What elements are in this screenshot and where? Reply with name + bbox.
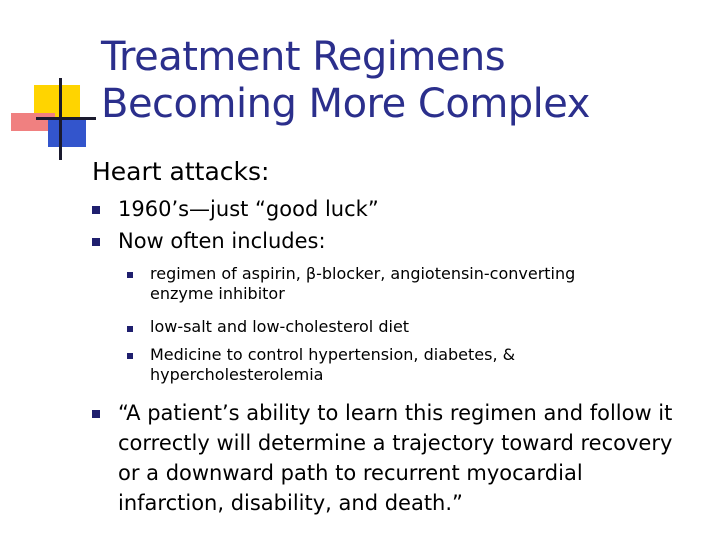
list-item-1960s: 1960’s—just “good luck” (118, 197, 379, 221)
sub-item-regimen (150, 264, 575, 304)
section-heading: Heart attacks: (92, 157, 270, 186)
sub-item-medicine-line-2: hypercholesterolemia (150, 365, 324, 384)
quote-line-1: “A patient’s ability to learn this regimen and follow it (118, 401, 673, 425)
bullet-icon (127, 353, 133, 359)
bullet-icon (92, 206, 100, 214)
bullet-icon (92, 238, 100, 246)
bullet-icon (127, 272, 133, 278)
quote-line-2: correctly will determine a trajectory toward recovery (118, 431, 673, 455)
decor-blue-square (48, 117, 86, 147)
quote-line-3: or a downward path to recurrent myocardial (118, 461, 583, 485)
list-item-now-includes: Now often includes: (118, 229, 326, 253)
slide-title (101, 34, 701, 128)
slide-title-line-2: Becoming More Complex (101, 81, 590, 127)
sub-item-medicine (150, 345, 515, 385)
slide-title-line-1: Treatment Regimens (101, 34, 506, 80)
quote-text (118, 398, 698, 518)
decor-horizontal-line (36, 117, 96, 120)
sub-item-medicine-line-1: Medicine to control hypertension, diabetes, & (150, 345, 516, 364)
bullet-icon (92, 410, 100, 418)
quote-line-4: infarction, disability, and death.” (118, 491, 463, 515)
sub-item-diet-line-1: low-salt and low-cholesterol diet (150, 317, 410, 336)
bullet-icon (127, 326, 133, 332)
sub-item-regimen-line-1: regimen of aspirin, β-blocker, angiotensin-converting (150, 264, 576, 283)
sub-item-diet (150, 317, 409, 337)
sub-item-regimen-line-2: enzyme inhibitor (150, 284, 285, 303)
